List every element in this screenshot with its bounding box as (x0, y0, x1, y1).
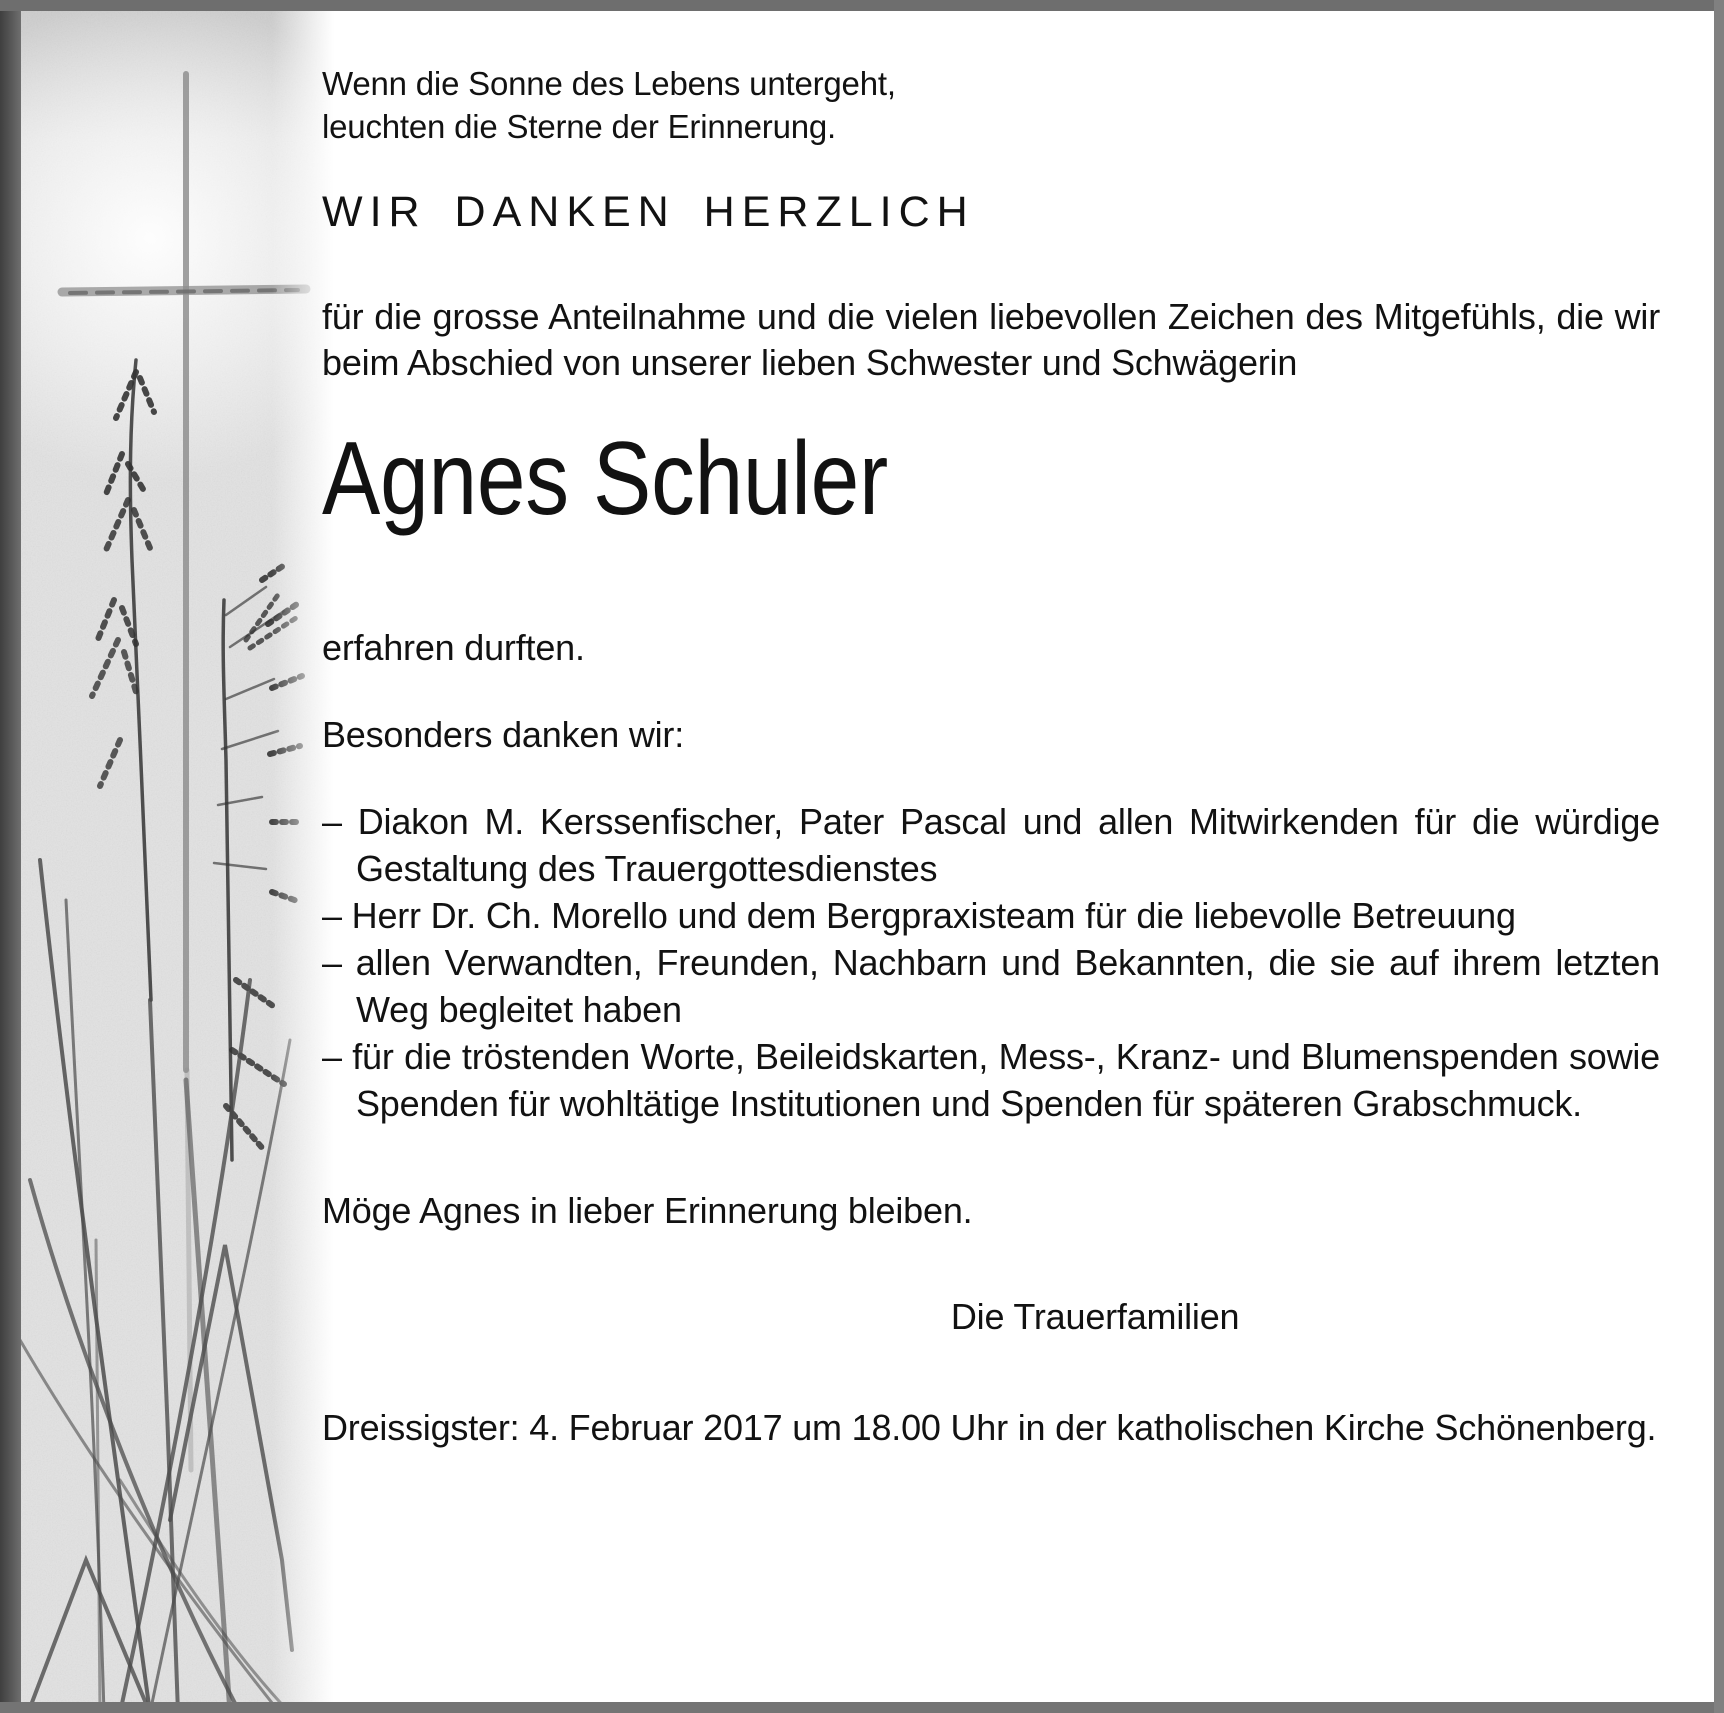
notice-text-column (322, 62, 1660, 1487)
frame-top-edge (0, 0, 1724, 11)
intro-paragraph: für die grosse Anteilnahme und die vielen liebevollen Zeichen des Mitgefühls, die wir beim Abschied von unserer lieben Schwester und Schwägerin (322, 296, 1660, 383)
frame-right-edge (1714, 0, 1724, 1713)
thanks-item-text: Herr Dr. Ch. Morello und dem Bergpraxisteam für die liebevolle Betreuung (351, 895, 1516, 936)
epigraph-line-1: Wenn die Sonne des Lebens untergeht, (322, 65, 896, 102)
thanks-list-item (322, 939, 1660, 1033)
thanks-item-text: für die tröstenden Worte, Beileidskarten, Mess-, Kranz- und Blumenspenden sowie Spenden für wohltätige Institutionen und Spenden für späteren Grabschmuck. (352, 1036, 1660, 1124)
list-dash: – (322, 895, 342, 936)
epigraph (322, 62, 1660, 148)
closing-line: Möge Agnes in lieber Erinnerung bleiben. (322, 1190, 973, 1231)
list-dash: – (322, 801, 342, 842)
frame-bottom-edge (0, 1702, 1724, 1713)
thanks-list-item (322, 798, 1660, 892)
list-dash: – (322, 1036, 342, 1077)
deceased-name: Agnes Schuler (322, 421, 889, 537)
mourning-family-signature: Die Trauerfamilien (950, 1296, 1240, 1337)
epigraph-line-2: leuchten die Sterne der Erinnerung. (322, 108, 837, 145)
frame-left-edge (0, 0, 21, 1713)
after-name-line: erfahren durften. (322, 627, 585, 668)
thanks-list (322, 798, 1660, 1127)
memorial-service-info: Dreissigster: 4. Februar 2017 um 18.00 Uhr in der katholischen Kirche Schönenberg. (322, 1407, 1657, 1448)
thanks-intro-line: Besonders danken wir: (322, 714, 685, 755)
cross-and-grasses-artwork (0, 0, 334, 1713)
thank-you-heading: WIR DANKEN HERZLICH (322, 188, 975, 236)
thanks-list-item (322, 892, 1660, 939)
list-dash: – (322, 942, 342, 983)
thanks-item-text: Diakon M. Kerssenfischer, Pater Pascal und allen Mitwirkenden für die würdige Gestaltung des Trauergottesdienstes (356, 801, 1660, 889)
thanks-list-item (322, 1033, 1660, 1127)
thanks-item-text: allen Verwandten, Freunden, Nachbarn und Bekannten, die sie auf ihrem letzten Weg begleitet haben (355, 942, 1660, 1030)
